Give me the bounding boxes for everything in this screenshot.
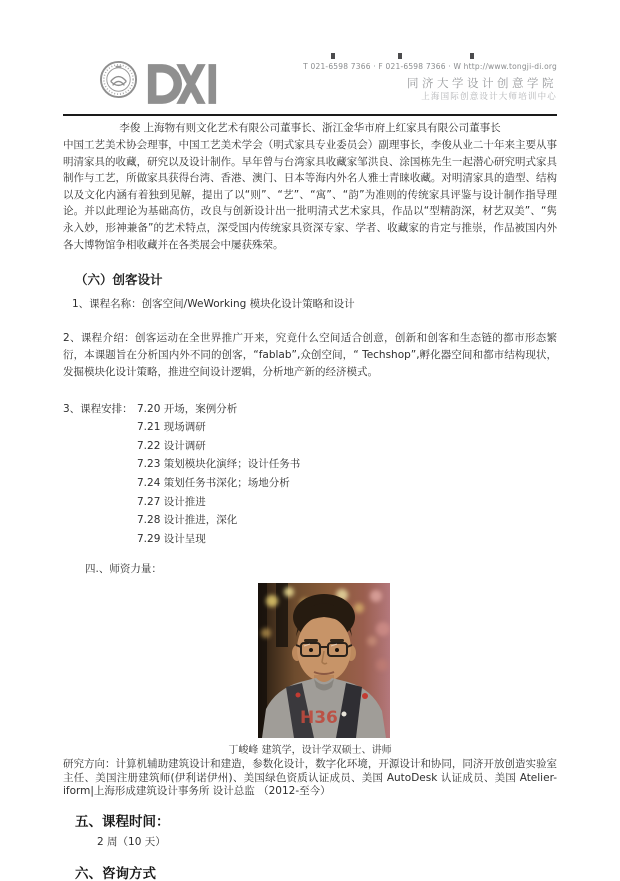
web-icon	[470, 53, 474, 59]
fax-icon	[398, 53, 402, 59]
schedule-items	[137, 400, 300, 549]
course-intro-paragraph: 2、课程介绍：创客运动在全世界推广开来，究竟什么空间适合创意，创新和创客和生态链的都市形态繁衍，本课题旨在分析国内外不同的创客，“fablab”,众创空间，“ Techshop”,孵化器空间和都市结构现状，发掘模块化设计策略，推进空间设计逻辑，分析地产新的经济模式。	[63, 332, 557, 378]
schedule-item: 7.23 策划模块化演绎；设计任务书	[137, 458, 301, 471]
contact-line: T 021-6598 7366 · F 021-6598 7366 · W http://www.tongji-di.org	[303, 62, 557, 71]
research-direction-paragraph: 研究方向：计算机辅助建筑设计和建造，参数化设计，数字化环境，开源设计和协同，同济开放创造实验室主任、美国注册建筑师(伊利诺伊州)、美国绿色资质认证成员、美国 AutoDesk 认证成员、美国 Atelier-iform|上海形成建筑设计事务所 设计总监 （2012-至今）	[63, 758, 557, 798]
section-five-heading: 五、课程时间：	[75, 814, 170, 831]
lecturer-bio-paragraph: 中国工艺美术协会理事，中国工艺美术学会（明式家具专业委员会）副理事长，李俊从业二十年来主要从事明清家具的收藏，研究以及设计制作。早年曾与台湾家具收藏家邹洪良、涂国栋先生一起潜心研究明式家具制作与工艺，所做家具获得台湾、香港、澳门、日本等海内外名人雅士青睐收藏。对明清家具的造型、结构以及文化内涵有着独到见解，提出了以“则”、“艺”、“寓”、“韵”为准则的传统家具评鉴与设计制作指导理论。并以此理论为基础高仿，改良与创新设计出一批明清式艺术家具，作品以“型精韵深，材艺双美”、“隽永入妙，形神兼备”的艺术特点，深受国内传统家具资深专家、学者、收藏家的肯定与推崇，作品被国内外各大博物馆争相收藏并在各类展会中屡获殊荣。	[63, 139, 557, 251]
schedule-label: 3、课程安排：	[63, 402, 133, 415]
letterhead	[0, 0, 620, 116]
section-consult-heading: 六、咨询方式	[75, 866, 156, 881]
schedule-item: 7.21 现场调研	[137, 421, 206, 434]
lecturer-portrait-image	[258, 583, 390, 738]
document-body	[63, 116, 557, 881]
course-duration: 2 周（10 天）	[97, 836, 166, 849]
course-name-line: 1、课程名称：创客空间/WeWorking 模块化设计策略和设计	[72, 298, 355, 311]
lecturer-title-line: 李俊 上海物有则文化艺术有限公司董事长、浙江金华市府上红家具有限公司董事长	[119, 122, 501, 134]
schedule-item: 7.27 设计推进	[137, 495, 206, 508]
schedule-item: 7.20 开场，案例分析	[137, 402, 238, 415]
schedule-item: 7.29 设计呈现	[137, 532, 206, 545]
phone-icon	[331, 53, 335, 59]
shirt-print-text: H36	[300, 708, 338, 729]
schedule-item: 7.24 策划任务书深化；场地分析	[137, 476, 290, 489]
university-seal-icon	[99, 60, 138, 99]
course-schedule	[63, 400, 557, 549]
org-subtitle: 上海国际创意设计大师培训中心	[421, 92, 557, 102]
org-name: 同济大学设计创意学院	[407, 76, 557, 90]
lecturer-photo	[258, 583, 390, 738]
faculty-heading: 四.、师资力量：	[85, 563, 162, 576]
dandi-logo	[146, 62, 218, 106]
schedule-item: 7.22 设计调研	[137, 439, 206, 452]
photo-caption: 丁峻峰 建筑学，设计学双硕士、讲师	[228, 745, 392, 757]
schedule-item: 7.28 设计推进，深化	[137, 514, 238, 527]
section-six-heading: （六）创客设计	[75, 272, 163, 288]
